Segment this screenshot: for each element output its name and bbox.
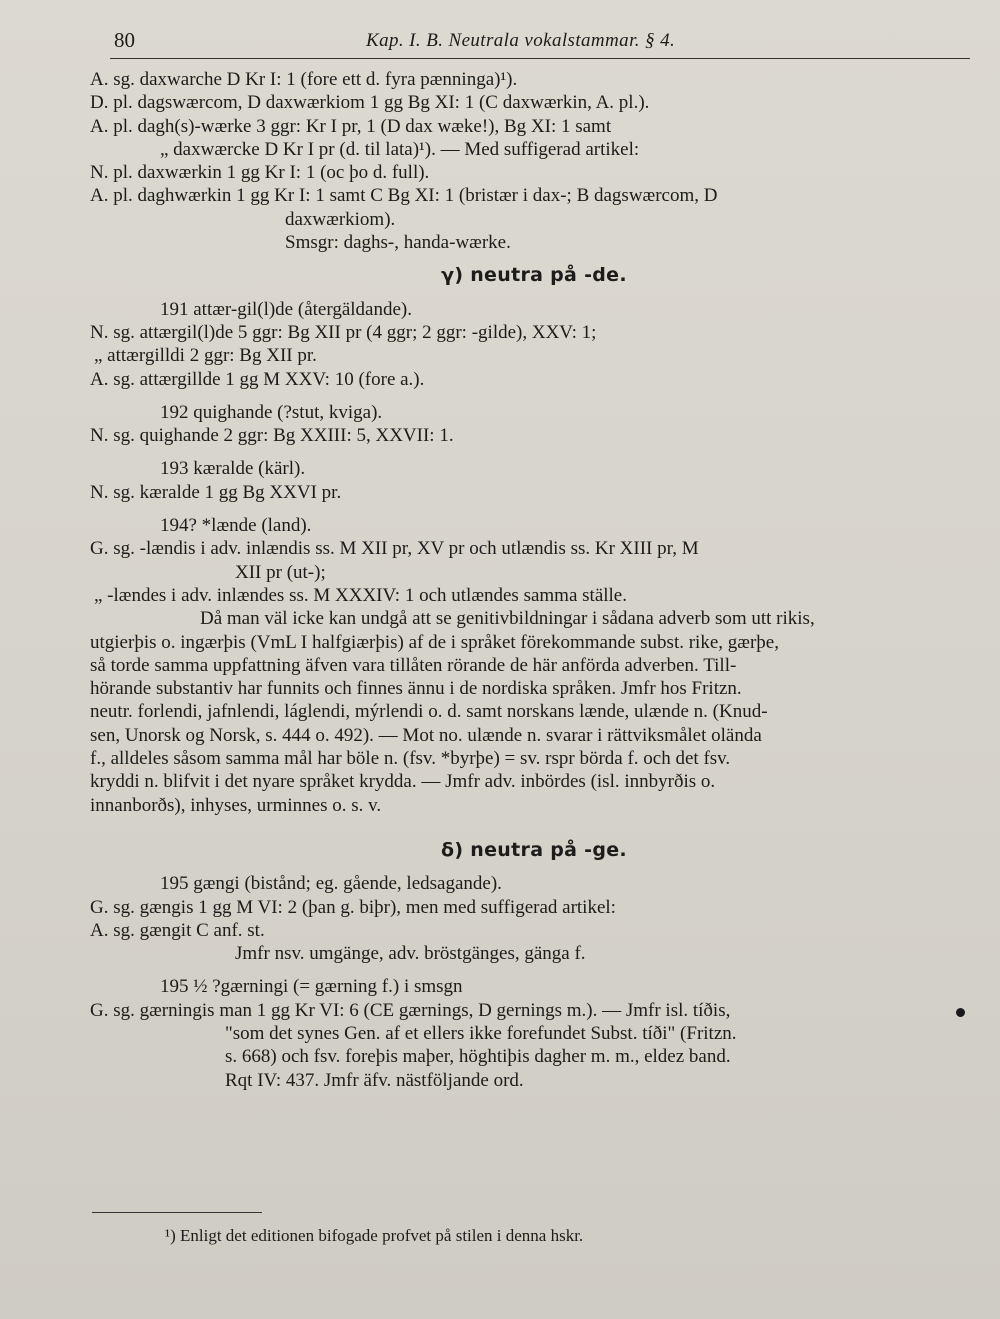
text-line: Rqt IV: 437. Jmfr äfv. nästföljande ord. bbox=[225, 1069, 524, 1091]
text-line: G. sg. gængis 1 gg M VI: 2 (þan g. biþr), men med suffigerad artikel: bbox=[90, 896, 616, 918]
entry-heading: 194? *lænde (land). bbox=[160, 515, 312, 537]
text-line: N. sg. kæralde 1 gg Bg XXVI pr. bbox=[90, 481, 342, 503]
text-line: A. sg. daxwarche D Kr I: 1 (fore ett d. fyra pænninga)¹). bbox=[90, 69, 518, 90]
running-title: Kap. I. B. Neutrala vokalstammar. § 4. bbox=[366, 30, 676, 51]
text-line: f., alldeles såsom samma mål har böle n. (fsv. *byrþe) = sv. rspr börda f. och det fsv. bbox=[90, 748, 731, 770]
ink-spot bbox=[956, 1008, 965, 1017]
entry-heading: 192 quighande (?stut, kviga). bbox=[160, 401, 383, 423]
page-header bbox=[110, 24, 970, 59]
text-line: "som det synes Gen. af et ellers ikke forefundet Subst. tíði" (Fritzn. bbox=[225, 1022, 737, 1044]
text-line: så torde samma uppfattning äfven vara tillåten rörande de här anförda adverben. Till- bbox=[90, 654, 737, 676]
text-line: A. pl. daghwærkin 1 gg Kr I: 1 samt C Bg XI: 1 (bristær i dax-; B dagswærcom, D bbox=[90, 185, 718, 207]
text-line: A. sg. attærgillde 1 gg M XXV: 10 (fore a.). bbox=[90, 368, 425, 390]
text-line: „ daxwærcke D Kr I pr (d. til lata)¹). — Med suffigerad artikel: bbox=[160, 138, 640, 160]
text-line: Då man väl icke kan undgå att se genitivbildningar i sådana adverb som utt rikis, bbox=[200, 608, 815, 630]
section-heading: δ) neutra på -ge. bbox=[441, 838, 627, 861]
entry-heading: 195 gængi (bistånd; eg. gående, ledsagande). bbox=[160, 873, 502, 895]
text-line: „ attærgilldi 2 ggr: Bg XII pr. bbox=[94, 345, 317, 367]
text-line: N. sg. quighande 2 ggr: Bg XXIII: 5, XXVII: 1. bbox=[90, 425, 454, 447]
footnote: ¹) Enligt det editionen bifogade profvet på stilen i denna hskr. bbox=[165, 1226, 584, 1245]
text-line: G. sg. -lændis i adv. inlændis ss. M XII pr, XV pr och utlændis ss. Kr XIII pr, M bbox=[90, 538, 699, 560]
text-line: N. pl. daxwærkin 1 gg Kr I: 1 (oc þo d. full). bbox=[90, 162, 430, 184]
text-line: „ -lændes i adv. inlændes ss. M XXXIV: 1 och utlændes samma ställe. bbox=[94, 584, 627, 606]
text-line: G. sg. gærningis man 1 gg Kr VI: 6 (CE gærnings, D gernings m.). — Jmfr isl. tíðis, bbox=[90, 999, 731, 1021]
entry-heading: 191 attær-gil(l)de (återgäldande). bbox=[160, 298, 412, 320]
text-line: N. sg. attærgil(l)de 5 ggr: Bg XII pr (4 ggr; 2 ggr: -gilde), XXV: 1; bbox=[90, 321, 597, 343]
text-line: daxwærkiom). bbox=[285, 208, 396, 230]
text-line: Jmfr nsv. umgänge, adv. bröstgänges, gänga f. bbox=[235, 943, 586, 965]
text-line: D. pl. dagswærcom, D daxwærkiom 1 gg Bg XI: 1 (C daxwærkin, A. pl.). bbox=[90, 92, 650, 114]
page-number: 80 bbox=[114, 28, 135, 52]
text-line: kryddi n. blifvit i det nyare språket krydda. — Jmfr adv. inbördes (isl. innbyrðis o. bbox=[90, 771, 716, 793]
footnote-rule bbox=[92, 1212, 262, 1213]
section-heading: γ) neutra på -de. bbox=[441, 264, 627, 287]
page-body bbox=[90, 68, 978, 1092]
entry-heading: 195 ½ ?gærningi (= gærning f.) i smsgn bbox=[160, 976, 463, 998]
text-line: hörande substantiv har funnits och finnes ännu i de nordiska språken. Jmfr hos Fritzn. bbox=[90, 678, 742, 700]
text-line: sen, Unorsk og Norsk, s. 444 o. 492). — Mot no. ulænde n. svarar i rättviksmålet olända bbox=[90, 724, 762, 746]
text-line: neutr. forlendi, jafnlendi, láglendi, mýrlendi o. d. samt norskans lænde, ulænde n. (Knud- bbox=[90, 701, 768, 723]
text-line: Smsgr: daghs-, handa-wærke. bbox=[285, 232, 511, 254]
text-line: utgierþis o. ingærþis (VmL I halfgiærþis) af de i språket förekommande subst. rike, gærþe, bbox=[90, 631, 779, 653]
text-line: s. 668) och fsv. foreþis maþer, höghtiþis dagher m. m., eldez band. bbox=[225, 1046, 731, 1068]
text-line: innanborðs), inhyses, urminnes o. s. v. bbox=[90, 794, 382, 816]
text-line: A. pl. dagh(s)-wærke 3 ggr: Kr I pr, 1 (D dax wæke!), Bg XI: 1 samt bbox=[90, 115, 612, 137]
text-line: XII pr (ut-); bbox=[235, 561, 326, 583]
text-line: A. sg. gængit C anf. st. bbox=[90, 919, 265, 941]
entry-heading: 193 kæralde (kärl). bbox=[160, 458, 306, 480]
